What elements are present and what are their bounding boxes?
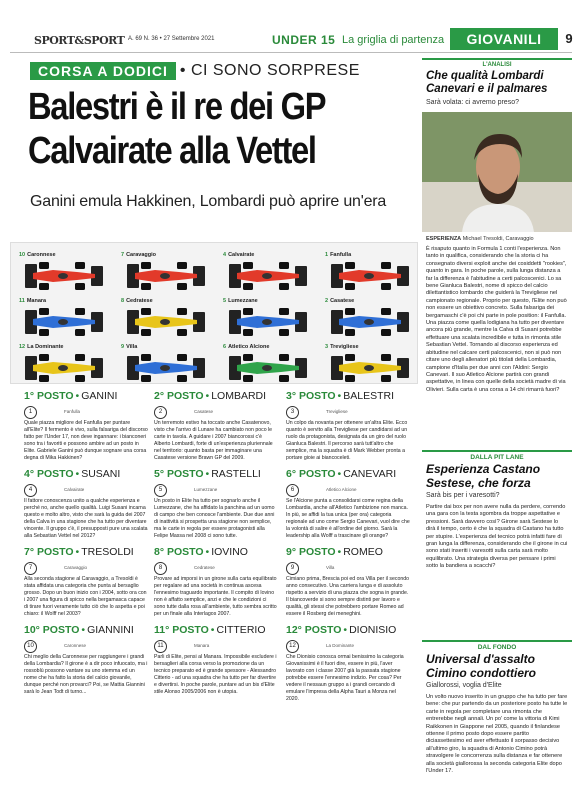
bottom-subtitle: Giallorossi, voglia d'Elite bbox=[426, 682, 502, 689]
page-number: 9 bbox=[565, 31, 573, 46]
caption-label: ESPERIENZA bbox=[426, 236, 462, 242]
car-number: 7 bbox=[121, 252, 125, 258]
car-label bbox=[19, 344, 64, 350]
article-subtitle: Ganini emula Hakkinen, Lombardi può aprire un'era bbox=[30, 193, 387, 210]
ranking-entry bbox=[154, 390, 278, 461]
coach-name: DIONISIO bbox=[349, 624, 397, 636]
car-number: 5 bbox=[223, 298, 227, 304]
f1-car-icon bbox=[23, 353, 107, 383]
kicker-rest: • CI SONO SORPRESE bbox=[179, 62, 360, 79]
car-label bbox=[19, 298, 46, 304]
ranking-team: Fanfulla bbox=[64, 409, 81, 414]
car-calvairate bbox=[221, 253, 315, 293]
car-number: 2 bbox=[325, 298, 329, 304]
bottom-title: Universal d'assalto Cimino condottiero bbox=[426, 652, 536, 680]
ranking-heading: 2° POSTO • LOMBARDI bbox=[154, 390, 267, 402]
analysis-kicker: L'ANALISI bbox=[422, 58, 572, 68]
photo-caption bbox=[426, 236, 534, 242]
f1-car-icon bbox=[23, 307, 107, 337]
ranking-team: Trevigliese bbox=[326, 409, 348, 414]
ranking-text: Un terremoto estivo ha toccato anche Casatenovo, visto che l'arrivo di Lunare ha cambiato non poco le carte in tavola. A guidare i 2007 biancorossi c'è Alberto Lombardi, forte di un'esperienza pluriennale nel territorio: quanto basta per immaginare una Casatese versione Brawn GP del 2009. bbox=[154, 420, 273, 461]
ranking-text: Cimiano prima, Brescia poi ed ora Villa per il secondo anno consecutivo. Una carriera lunga e di assoluto rispetto a servizio di una piazza che sogna in grande. Il biancoverde si sono sempre distinti per lavoro e qualità, gli stessi che potrebbero portare Romeo ad essere il Rosberg dei meneghini. bbox=[286, 576, 410, 617]
ranking-number-badge: 7 bbox=[24, 562, 37, 575]
analysis-body: È risaputo quanto in Formula 1 conti l'esperienza. Non tanto in qualifica, considerando che la storia ci ha consegnato diversi exploit anche dei cosiddetti "rookies", quanto in gara. In poche parole, sulla lunga distanza a far la differenza è l'abitudine a certi palcoscenici. Lo sa bene Gianluca Balestri, nome di spicco del calcio dilettantistico lombardo che guiderà la Trevigliese nel campionato regionale. Proprio per questo, l'Elite non può non essere un obiettivo concreto. Sulla falsariga dei bergamaschi c'è poi chi parte in pole position: il Fanfulla. Una piazza come quella lodigiana ha tutto per diventare ancora più grande, mentre la Calva di Susani potrebbe effettuare una scalata incredibile e tutta in rimonta stile Sebastian Vettel. Tornando al discorso esperienza ed abitudine nel calcare certi palcoscenici, non si può non citare uno degli allenatori più titolati della Lombardia, campione d'Italia per due anni con l'Aldini: Sergio Canevari. Il suo Atletico Alcione partirà con grandi aspettative, in linea con quelle della società madre di via Olivieri. Sulla carta è una corsa a 14 chi rimarrà fuori? bbox=[426, 246, 567, 393]
car-trevigliese bbox=[323, 345, 417, 385]
f1-car-icon bbox=[125, 261, 209, 291]
car-villa bbox=[119, 345, 213, 385]
coach-name: RASTELLI bbox=[211, 468, 261, 480]
kicker-box: CORSA A DODICI bbox=[30, 62, 176, 80]
analysis-subtitle: Sarà volata: ci avremo preso? bbox=[426, 99, 519, 106]
car-label bbox=[223, 252, 254, 258]
ranking-number-badge: 1 bbox=[24, 406, 37, 419]
section-subtitle: La griglia di partenza bbox=[342, 34, 445, 46]
ranking-position: 7° POSTO bbox=[24, 546, 74, 558]
ranking-team: Lumezzane bbox=[194, 487, 218, 492]
ranking-entry bbox=[24, 546, 148, 617]
coach-name: BALESTRI bbox=[343, 390, 394, 402]
analysis-title: Che qualità Lombardi Canevari e il palmares bbox=[426, 70, 548, 95]
portrait-illustration bbox=[422, 112, 572, 232]
caption-text: Michael Tresoldi, Caravaggio bbox=[462, 236, 534, 242]
pit-lane-body: Partire dai box per non avere nulla da perdere, correndo una gara con la testa sgombra da troppe aspettative e pressioni. Sarà davvero così? Girone sarà Sestese lo dirà il tempo, certo è che la squadra di Castano ha tutto per stupire. L'esperienza del tecnico potrà infatti fare di gran lunga la differenza, considerando che il girone in cui sono stati inseriti i varesotti sulla carta sarà molto equilibrato. Una strategia diversa per pensare i primi sotto la bandiera a scacchi? bbox=[426, 504, 568, 570]
ranking-position: 9° POSTO bbox=[286, 546, 336, 558]
f1-car-icon bbox=[125, 307, 209, 337]
ranking-heading: 9° POSTO • ROMEO bbox=[286, 546, 383, 558]
car-team: Fanfulla bbox=[330, 252, 352, 258]
car-team: Calvairate bbox=[228, 252, 255, 258]
car-label bbox=[325, 344, 359, 350]
pit-lane-subtitle: Sarà bis per i varesotti? bbox=[426, 492, 500, 499]
car-label bbox=[223, 344, 269, 350]
headline-line-1: Balestri è il re dei GP bbox=[28, 86, 326, 128]
car-label bbox=[121, 252, 156, 258]
bottom-body: Un volto nuovo inserito in un gruppo che ha tutto per fare bene: che pur partendo da un posteriore posto ha tutte le carte in regola per completare una rimonta che entrerebbe negli annali. Un po' come la vittoria di Kimi Raikkonen in Giappone nel 2005, quando il finlandese ottenne il primo posto dopo essere partito diciassettesimo ed aver effettuato il sorpasso decisivo all'ultimo giro, la squadra di Antonio Cimino potrà stravolgere le concorrenza sulla distanza e far ottenere alla società giallorossa la seconda categoria Elite dopo l'Under 17. bbox=[426, 694, 568, 775]
ranking-number-badge: 8 bbox=[154, 562, 167, 575]
car-la-dominante bbox=[17, 345, 111, 385]
car-number: 12 bbox=[19, 344, 26, 350]
ranking-text: Provare ad imporsi in un girone sulla carta equilibrato per regalare ad una società in continua ascesa l'ennesimo traguardo importante. Il compito di Iovino non è affatto semplice, anzi e che le condizioni ci sono tutte dalla rosa all'ambiente, tutto sembra scritto per un finale alla Interlagos 2007. bbox=[154, 576, 277, 617]
ranking-heading: 12° POSTO • DIONISIO bbox=[286, 624, 397, 636]
car-team: Casatese bbox=[330, 298, 355, 304]
ranking-text: Che Dionisio conosca ormai benissimo la categoria Giovanissimi è il fuori dire, essere in più, l'aver lavorato con i classe 2007 già la passata stagione potrebbe essere l'ennesimo indizio. Per cosa? Per vedere il nessaun gruppo a i grandi cercando di emulare l'impresa della Alpha Tauri a Monza nel 2020. bbox=[286, 654, 404, 702]
car-label bbox=[223, 298, 258, 304]
ranking-entry bbox=[286, 624, 410, 702]
ranking-heading: 3° POSTO • BALESTRI bbox=[286, 390, 394, 402]
ranking-team: Caravaggio bbox=[64, 565, 88, 570]
car-number: 6 bbox=[223, 344, 227, 350]
bottom-kicker: DAL FONDO bbox=[422, 640, 572, 651]
car-atletico-alcione bbox=[221, 345, 315, 385]
ranking-entry bbox=[154, 624, 278, 695]
coach-name: ROMEO bbox=[343, 546, 383, 558]
car-team: Lumezzane bbox=[228, 298, 258, 304]
car-cedratese bbox=[119, 299, 213, 339]
car-fanfulla bbox=[323, 253, 417, 293]
ranking-position: 8° POSTO bbox=[154, 546, 204, 558]
car-label bbox=[325, 298, 354, 304]
ranking-heading: 1° POSTO • GANINI bbox=[24, 390, 118, 402]
car-team: Villa bbox=[126, 344, 138, 350]
car-team: Trevigliese bbox=[330, 344, 359, 350]
ranking-team: Cedratese bbox=[194, 565, 215, 570]
coach-photo bbox=[422, 112, 572, 232]
f1-car-icon bbox=[329, 307, 413, 337]
ranking-number-badge: 12 bbox=[286, 640, 299, 653]
ranking-entry bbox=[24, 390, 148, 461]
ranking-number-badge: 11 bbox=[154, 640, 167, 653]
ranking-text: Alla seconda stagione al Caravaggio, a Tresoldi è stata affidata una categoria che punta al bersaglio grosso. Dopo un buon inizio con i 2004, sotto ora con i 2007 una figura di spicco nella bergamasca capace di tirare fuori veramente tutto ciò che lo aspetta e poi chiaro: il Wolff nel 2003? bbox=[24, 576, 147, 617]
car-label bbox=[325, 252, 351, 258]
headline-line-2: Calvairate alla Vettel bbox=[28, 130, 316, 172]
car-number: 11 bbox=[19, 298, 25, 304]
ranking-team: Casatese bbox=[194, 409, 214, 414]
ranking-entry bbox=[286, 468, 410, 539]
coach-name: LOMBARDI bbox=[211, 390, 267, 402]
car-label bbox=[121, 344, 137, 350]
ranking-position: 4° POSTO bbox=[24, 468, 74, 480]
ranking-text: Il fattore conoscenza unito a qualche esperienza e perché no, anche quello qualità. Luigi Susani incarna questo e molto altro, visto che sarà la guida dei 2007 della Calva in una stagione che ha tutto per diventare vincente. Il gruppo c'è, il presupposti pure una scalata alla Sebastian Vettel nel 2012? bbox=[24, 498, 148, 539]
ranking-text: Se l'Alcione punta a consolidarsi come regina della Lombardia, anche all'Atletico l'ambizione non manca. In più, se affidi la tua unica (per ora) categoria regionale ad uno come Sergio Canevari, vuol dire che la volontà di salire è all'ordine del giorno. Sarà la leadership alla Wolff a trascinare gli orange? bbox=[286, 498, 410, 539]
car-caronnese bbox=[17, 253, 111, 293]
car-team: La Dominante bbox=[27, 344, 64, 350]
ranking-heading: 8° POSTO • IOVINO bbox=[154, 546, 248, 558]
coach-name: CITTERIO bbox=[216, 624, 266, 636]
ranking-position: 10° POSTO bbox=[24, 624, 80, 636]
car-casatese bbox=[323, 299, 417, 339]
ranking-heading: 6° POSTO • CANEVARI bbox=[286, 468, 397, 480]
car-number: 4 bbox=[223, 252, 227, 258]
car-label bbox=[19, 252, 56, 258]
ranking-entry bbox=[286, 390, 410, 461]
starting-grid-graphic bbox=[10, 242, 418, 384]
car-number: 3 bbox=[325, 344, 329, 350]
ranking-text: Un posto in Elite ha tutto per sognarlo anche il Lumezzane, che ha affidato la panchina ad un uomo di campo che ben conosce l'ambiente. Due due anni di inattività si prospetta una stagione non semplice, ma le carte in regola per essere protagonisti alla Felipe Massa nel 2008 ci sono tutte. bbox=[154, 498, 275, 539]
coach-name: SUSANI bbox=[81, 468, 121, 480]
ranking-number-badge: 9 bbox=[286, 562, 299, 575]
ranking-text: Chi meglio della Caronnese per raggiungere i grandi della Lombardia? Il girone è a dir poco infuocato, ma i rossoblù possono vantare su uno stemma ed un nome che ha fatto la storia del calcio giovanile, dunque perché non provarci? Poi, se Mattia Giannini sarà lo Jean Todt di turno... bbox=[24, 654, 148, 695]
car-number: 1 bbox=[325, 252, 329, 258]
car-team: Cedratese bbox=[126, 298, 153, 304]
coach-name: GANINI bbox=[81, 390, 118, 402]
ranking-number-badge: 5 bbox=[154, 484, 167, 497]
ranking-entry bbox=[154, 468, 278, 539]
car-number: 8 bbox=[121, 298, 125, 304]
coach-name: GIANNINI bbox=[87, 624, 134, 636]
ranking-position: 2° POSTO bbox=[154, 390, 204, 402]
ranking-position: 6° POSTO bbox=[286, 468, 336, 480]
ranking-team: La Dominante bbox=[326, 643, 355, 648]
car-lumezzane bbox=[221, 299, 315, 339]
ranking-heading: 11° POSTO • CITTERIO bbox=[154, 624, 266, 636]
coach-name: TRESOLDI bbox=[81, 546, 134, 558]
section-tab: GIOVANILI bbox=[450, 28, 558, 50]
car-team: Atletico Alcione bbox=[228, 344, 270, 350]
ranking-team: Caronnese bbox=[64, 643, 87, 648]
f1-car-icon bbox=[227, 261, 311, 291]
ranking-position: 11° POSTO bbox=[154, 624, 209, 636]
ranking-team: Calvairate bbox=[64, 487, 85, 492]
ranking-text: Quale piazza migliore del Fanfulla per puntare all'Elite? Il fermento è vivo, sulla falsariga del discorso fatto per l'Under 17, non deve ingannare: i bianconeri sono tra i favoriti e possono ambire ad un posto in Elite. Gabriele Ganini può dunque sognare una corsa degna di Mika Hakkinen? bbox=[24, 420, 148, 461]
ranking-position: 5° POSTO bbox=[154, 468, 204, 480]
ranking-number-badge: 4 bbox=[24, 484, 37, 497]
pit-lane-title: Esperienza Castano Sestese, che forza bbox=[426, 462, 541, 490]
f1-car-icon bbox=[227, 353, 311, 383]
ranking-entry bbox=[24, 468, 148, 539]
f1-car-icon bbox=[329, 353, 413, 383]
f1-car-icon bbox=[329, 261, 413, 291]
f1-car-icon bbox=[227, 307, 311, 337]
car-caravaggio bbox=[119, 253, 213, 293]
ranking-text: Parli di Elite, pensi al Manara. Impossibile escludere i bersaglieri alla corsa verso la promozione da un tecnico preparato ed è grande spessore - Alessandro Citterio - ad una squadra che ha tutto per far divertire e divertirsi. In poche parole, puntare ad un bis d'Elite stile Alonso 2005/2006 non è utopia. bbox=[154, 654, 277, 695]
car-number: 9 bbox=[121, 344, 125, 350]
ranking-text: Un colpo da novanta per ottenere un'altra Elite. Ecco quanto è servito alla Trevigliese per candidarsi ad un ruolo da protagonista, designata da un giro del ruolo Gianluca Balestri. Il percorso sarà tutt'altro che semplice, ma la squadra è di Mark Webber pronta a portare gioie ai biancoceleti. bbox=[286, 420, 408, 461]
car-team: Caravaggio bbox=[126, 252, 157, 258]
ranking-team: Manara bbox=[194, 643, 210, 648]
ranking-position: 1° POSTO bbox=[24, 390, 74, 402]
f1-car-icon bbox=[23, 261, 107, 291]
ranking-position: 12° POSTO bbox=[286, 624, 342, 636]
ranking-number-badge: 2 bbox=[154, 406, 167, 419]
coach-name: CANEVARI bbox=[343, 468, 397, 480]
f1-car-icon bbox=[125, 353, 209, 383]
ranking-entry bbox=[286, 546, 410, 617]
masthead-logo: SPORT&SPORT bbox=[34, 34, 125, 47]
section-label: UNDER 15 bbox=[272, 33, 336, 47]
ranking-team: Villa bbox=[326, 565, 335, 570]
ranking-heading: 5° POSTO • RASTELLI bbox=[154, 468, 261, 480]
article-kicker bbox=[30, 62, 360, 81]
ranking-number-badge: 3 bbox=[286, 406, 299, 419]
ranking-number-badge: 10 bbox=[24, 640, 37, 653]
ranking-entry bbox=[24, 624, 148, 695]
issue-date: A. 69 N. 36 • 27 Settembre 2021 bbox=[128, 36, 215, 42]
ranking-heading: 7° POSTO • TRESOLDI bbox=[24, 546, 134, 558]
ranking-entry bbox=[154, 546, 278, 617]
car-team: Manara bbox=[26, 298, 47, 304]
ranking-position: 3° POSTO bbox=[286, 390, 336, 402]
car-label bbox=[121, 298, 153, 304]
ranking-heading: 4° POSTO • SUSANI bbox=[24, 468, 121, 480]
car-team: Caronnese bbox=[27, 252, 56, 258]
car-manara bbox=[17, 299, 111, 339]
ranking-heading: 10° POSTO • GIANNINI bbox=[24, 624, 134, 636]
car-number: 10 bbox=[19, 252, 26, 258]
ranking-team: Atletico Alcione bbox=[326, 487, 357, 492]
ranking-number-badge: 6 bbox=[286, 484, 299, 497]
pit-lane-kicker: DALLA PIT LANE bbox=[422, 450, 572, 461]
coach-name: IOVINO bbox=[211, 546, 248, 558]
page-header bbox=[10, 30, 572, 53]
